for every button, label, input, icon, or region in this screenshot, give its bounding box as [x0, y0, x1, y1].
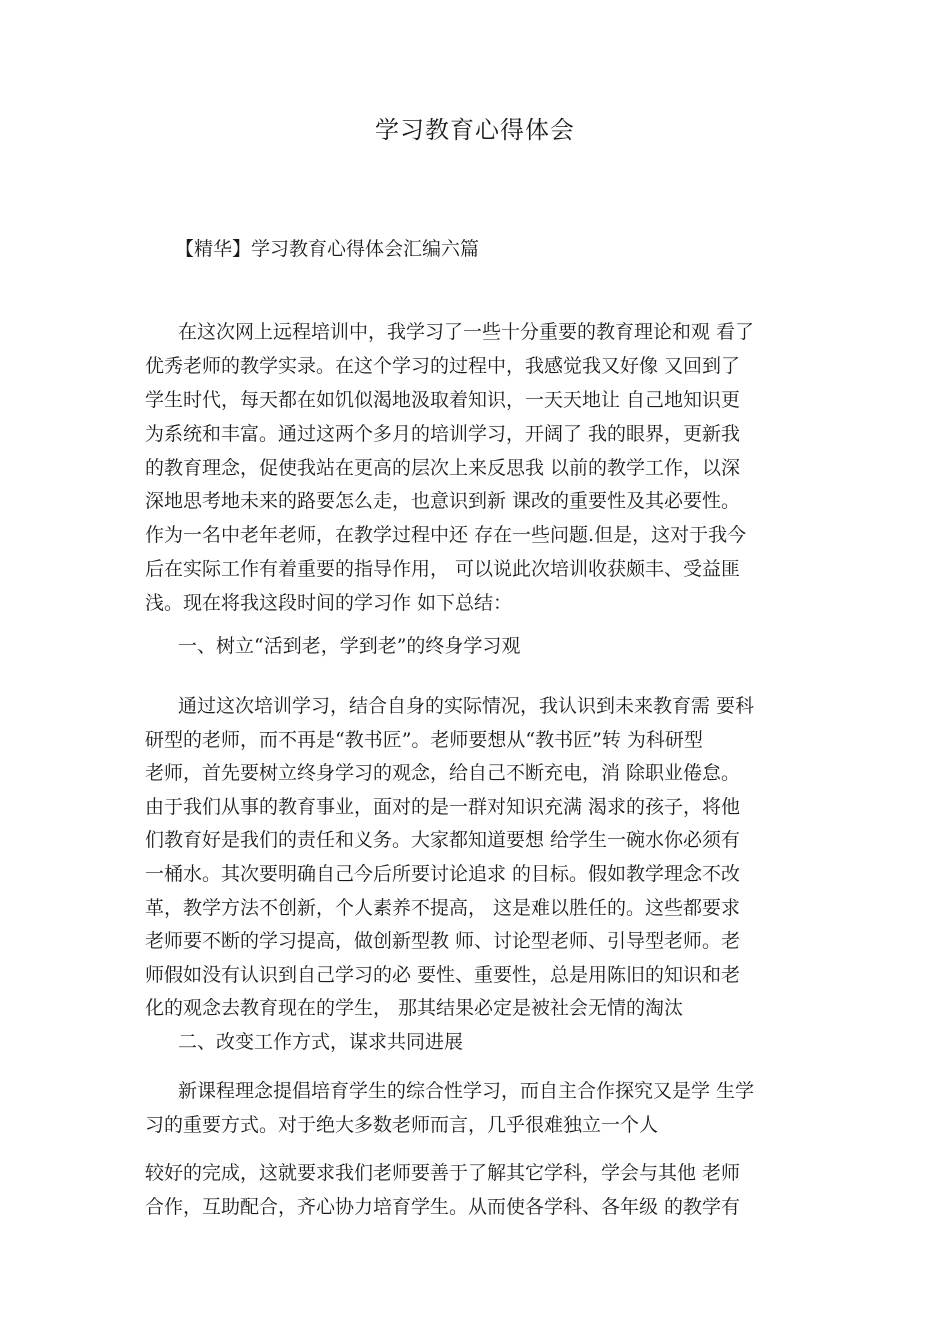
- paragraph-line: 们教育好是我们的责任和义务。大家都知道要想 给学生一碗水你必须有: [145, 829, 741, 852]
- paragraph-line: 由于我们从事的教育事业，面对的是一群对知识充满 渴求的孩子，将他: [145, 795, 741, 818]
- section-heading-2: 二、改变工作方式，谋求共同进展: [178, 1031, 464, 1053]
- paragraph-section-1: [145, 690, 835, 1026]
- paragraph-line: 研型的老师，而不再是“教书匠”。老师要想从“教书匠”转 为科研型: [145, 728, 703, 751]
- paragraph-line: 化的观念去教育现在的学生， 那其结果必定是被社会无情的淘汰: [145, 997, 684, 1020]
- paragraph-introduction: [145, 316, 835, 621]
- paragraph-line: 为系统和丰富。通过这两个多月的培训学习，开阔了 我的眼界，更新我: [145, 422, 741, 445]
- paragraph-line: 习的重要方式。对于绝大多数老师而言，几乎很难独立一个人: [145, 1113, 659, 1136]
- paragraph-section-2: [145, 1075, 835, 1142]
- document-subtitle: 【精华】学习教育心得体会汇编六篇: [175, 238, 480, 260]
- section-heading-1: 一、树立“活到老，学到老”的终身学习观: [178, 635, 521, 657]
- paragraph-line: 作为一名中老年老师，在教学过程中还 存在一些问题.但是，这对于我今: [145, 524, 747, 547]
- paragraph-continuation: [145, 1157, 835, 1224]
- paragraph-line: 后在实际工作有着重要的指导作用， 可以说此次培训收获颇丰、受益匪: [145, 558, 741, 581]
- paragraph-line: 一桶水。其次要明确自己今后所要讨论追求 的目标。假如教学理念不改: [145, 862, 741, 885]
- paragraph-line: 学生时代，每天都在如饥似渴地汲取着知识，一天天地让 自己地知识更: [145, 388, 741, 411]
- paragraph-line: 在这次网上远程培训中，我学习了一些十分重要的教育理论和观 看了: [178, 321, 755, 343]
- paragraph-line: 浅。现在将我这段时间的学习作 如下总结：: [145, 592, 513, 615]
- paragraph-line: 师假如没有认识到自己学习的必 要性、重要性，总是用陈旧的知识和老: [145, 963, 741, 986]
- paragraph-line: 的教育理念，促使我站在更高的层次上来反思我 以前的教学工作，以深: [145, 456, 741, 479]
- paragraph-line: 通过这次培训学习，结合自身的实际情况，我认识到未来教育需 要科: [178, 695, 755, 717]
- paragraph-line: 新课程理念提倡培育学生的综合性学习，而自主合作探究又是学 生学: [178, 1080, 755, 1102]
- paragraph-line: 老师要不断的学习提高，做创新型教 师、讨论型老师、引导型老师。老: [145, 930, 741, 953]
- paragraph-line: 合作，互助配合，齐心协力培育学生。从而使各学科、各年级 的教学有: [145, 1195, 741, 1218]
- paragraph-line: 优秀老师的教学实录。在这个学习的过程中，我感觉我又好像 又回到了: [145, 354, 741, 377]
- paragraph-line: 革，教学方法不创新，个人素养不提高， 这是难以胜任的。这些都要求: [145, 896, 741, 919]
- paragraph-line: 深地思考地未来的路要怎么走，也意识到新 课改的重要性及其必要性。: [145, 490, 741, 513]
- paragraph-line: 老师，首先要树立终身学习的观念，给自己不断充电，消 除职业倦怠。: [145, 762, 741, 785]
- document-title: 学习教育心得体会: [375, 116, 575, 144]
- paragraph-line: 较好的完成，这就要求我们老师要善于了解其它学科，学会与其他 老师: [145, 1162, 741, 1184]
